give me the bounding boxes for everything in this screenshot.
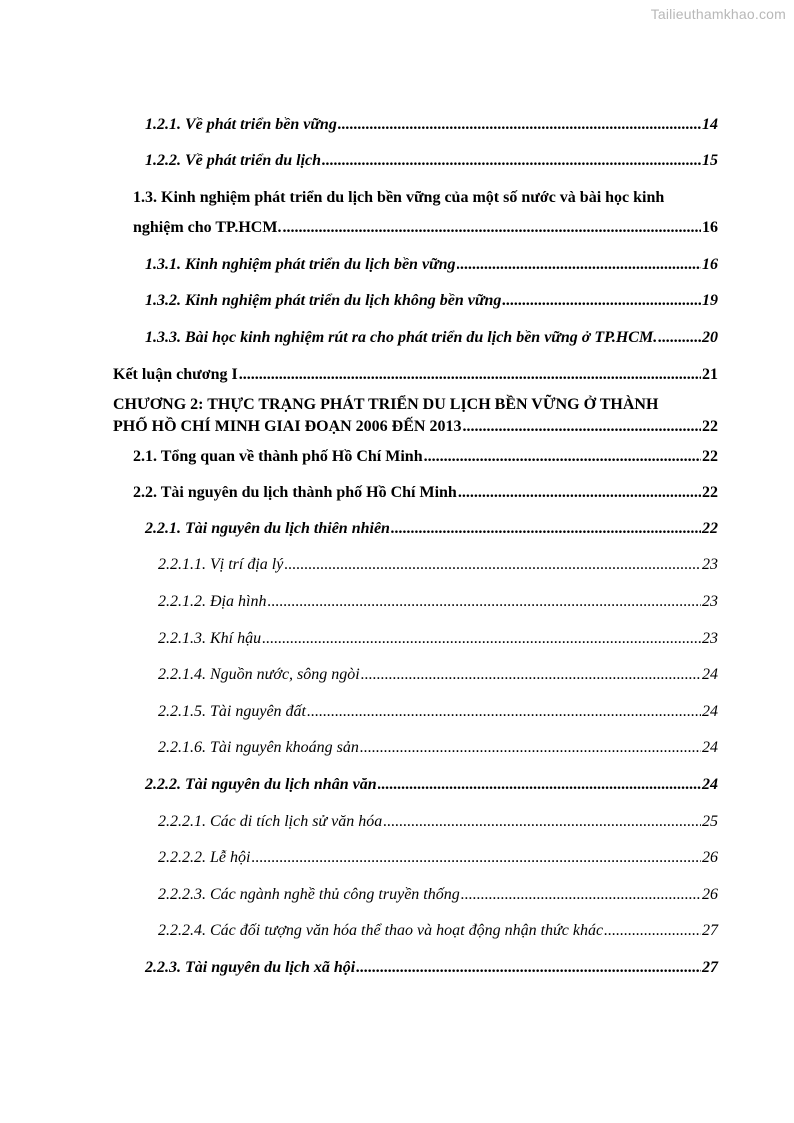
toc-leader-dots: [322, 151, 701, 171]
toc-leader-dots: [462, 417, 701, 437]
toc-entry-page: 24: [702, 739, 718, 756]
toc-entry-2-2-2[interactable]: [145, 775, 718, 795]
toc-entry-2-2-2-3[interactable]: [158, 885, 718, 905]
toc-entry-2-2-1-3[interactable]: [158, 629, 718, 649]
toc-leader-dots: [502, 291, 701, 311]
toc-entry-1-3[interactable]: [133, 218, 718, 238]
toc-entry-title: 1.2.2. Về phát triển du lịch: [145, 152, 322, 169]
toc-leader-dots: [461, 885, 701, 905]
toc-entry-page: 15: [702, 152, 718, 169]
toc-leader-dots: [262, 629, 701, 649]
toc-leader-dots: [604, 921, 701, 941]
toc-entry-page: 21: [702, 366, 718, 383]
toc-entry-2-2-2-4[interactable]: [158, 921, 718, 941]
toc-entry-page: 27: [702, 959, 718, 976]
toc-leader-dots: [356, 958, 701, 978]
toc-entry-page: 24: [702, 776, 718, 793]
toc-entry-2-2-2-2[interactable]: [158, 848, 718, 868]
toc-entry-2-2-2-1[interactable]: [158, 812, 718, 832]
toc-entry-page: 26: [702, 849, 718, 866]
toc-entry-title: 2.2.1.3. Khí hậu: [158, 630, 262, 647]
toc-entry-title: 2.2. Tài nguyên du lịch thành phố Hồ Chí Minh: [133, 484, 457, 501]
toc-entry-page: 23: [702, 593, 718, 610]
toc-leader-dots: [284, 555, 701, 575]
toc-entry-1-2-1[interactable]: [145, 115, 718, 135]
toc-entry-title: 2.2.1.5. Tài nguyên đất: [158, 703, 306, 720]
toc-leader-dots: [239, 365, 701, 385]
toc-entry-2-2-1[interactable]: [145, 519, 718, 539]
toc-entry-title: 2.2.2.1. Các di tích lịch sử văn hóa: [158, 813, 383, 830]
toc-entry-title: 2.2.1.1. Vị trí địa lý: [158, 556, 284, 573]
toc-entry-ket-luan-chuong-1[interactable]: [113, 365, 718, 385]
toc-entry-title: PHỐ HỒ CHÍ MINH GIAI ĐOẠN 2006 ĐẾN 2013: [113, 418, 462, 435]
toc-entry-title: 1.3.3. Bài học kinh nghiệm rút ra cho phát triển du lịch bền vững ở TP.HCM.: [145, 329, 658, 346]
toc-entry-2-2-3[interactable]: [145, 958, 718, 978]
toc-entry-title: 1.3.2. Kinh nghiệm phát triển du lịch không bền vững: [145, 292, 502, 309]
toc-entry-page: 16: [702, 219, 718, 236]
toc-entry-2-2-1-1[interactable]: [158, 555, 718, 575]
toc-entry-title: 2.2.1.2. Địa hình: [158, 593, 267, 610]
toc-entry-title: nghiệm cho TP.HCM.: [133, 219, 282, 236]
toc-entry-2-2-1-6[interactable]: [158, 738, 718, 758]
toc-entry-2-2-1-2[interactable]: [158, 592, 718, 612]
toc-leader-dots: [361, 665, 701, 685]
toc-leader-dots: [307, 702, 701, 722]
toc-leader-dots: [424, 447, 701, 467]
toc-entry-title: Kết luận chương I: [113, 366, 238, 383]
toc-entry-2-2[interactable]: [133, 483, 718, 503]
toc-entry-2-2-1-4[interactable]: [158, 665, 718, 685]
toc-entry-page: 20: [702, 329, 718, 346]
toc-entry-title: 2.2.2. Tài nguyên du lịch nhân văn: [145, 776, 377, 793]
toc-entry-page: 22: [702, 484, 718, 501]
toc-entry-page: 23: [702, 556, 718, 573]
toc-entry-page: 22: [702, 520, 718, 537]
toc-entry-page: 24: [702, 666, 718, 683]
toc-leader-dots: [378, 775, 701, 795]
toc-leader-dots: [658, 328, 701, 348]
toc-entry-page: 24: [702, 703, 718, 720]
toc-entry-title: 2.2.1. Tài nguyên du lịch thiên nhiên: [145, 520, 390, 537]
watermark: Tailieuthamkhao.com: [650, 6, 786, 22]
toc-entry-title: 2.2.3. Tài nguyên du lịch xã hội: [145, 959, 356, 976]
toc-entry-2-2-1-5[interactable]: [158, 702, 718, 722]
toc-leader-dots: [282, 218, 701, 238]
toc-leader-dots: [251, 848, 701, 868]
toc-chapter-2-line1[interactable]: CHƯƠNG 2: THỰC TRẠNG PHÁT TRIỂN DU LỊCH BỀN VỮNG Ở THÀNH: [113, 396, 659, 413]
toc-leader-dots: [458, 483, 701, 503]
toc-entry-page: 19: [702, 292, 718, 309]
toc-entry-title: 2.2.2.3. Các ngành nghề thủ công truyền thống: [158, 886, 460, 903]
toc-entry-title: 2.1. Tổng quan về thành phố Hồ Chí Minh: [133, 448, 423, 465]
toc-entry-page: 16: [702, 256, 718, 273]
toc-leader-dots: [360, 738, 701, 758]
toc-entry-title: 1.2.1. Về phát triển bền vững: [145, 116, 337, 133]
toc-leader-dots: [338, 115, 701, 135]
toc-entry-page: 22: [702, 448, 718, 465]
toc-leader-dots: [383, 812, 701, 832]
toc-entry-page: 22: [702, 418, 718, 435]
toc-entry-title: 1.3.1. Kinh nghiệm phát triển du lịch bền vững: [145, 256, 456, 273]
toc-entry-title: 2.2.1.6. Tài nguyên khoáng sản: [158, 739, 359, 756]
toc-entry-page: 25: [702, 813, 718, 830]
toc-entry-2-1[interactable]: [133, 447, 718, 467]
toc-entry-1-3-3[interactable]: [145, 328, 718, 348]
toc-entry-1-2-2[interactable]: [145, 151, 718, 171]
toc-leader-dots: [457, 255, 701, 275]
toc-entry-1-3-2[interactable]: [145, 291, 718, 311]
toc-chapter-2[interactable]: [113, 417, 718, 437]
toc-entry-1-3-1[interactable]: [145, 255, 718, 275]
toc-entry-page: 27: [702, 922, 718, 939]
toc-entry-page: 23: [702, 630, 718, 647]
toc-entry-title: 2.2.2.2. Lễ hội: [158, 849, 251, 866]
toc-entry-page: 26: [702, 886, 718, 903]
toc-entry-1-3-line1[interactable]: 1.3. Kinh nghiệm phát triển du lịch bền vững của một số nước và bài học kinh: [133, 189, 665, 206]
toc-entry-title: 2.2.2.4. Các đối tượng văn hóa thể thao và hoạt động nhận thức khác: [158, 922, 604, 939]
toc-leader-dots: [267, 592, 701, 612]
toc-leader-dots: [391, 519, 701, 539]
toc-entry-page: 14: [702, 116, 718, 133]
toc-entry-title: 2.2.1.4. Nguồn nước, sông ngòi: [158, 666, 360, 683]
